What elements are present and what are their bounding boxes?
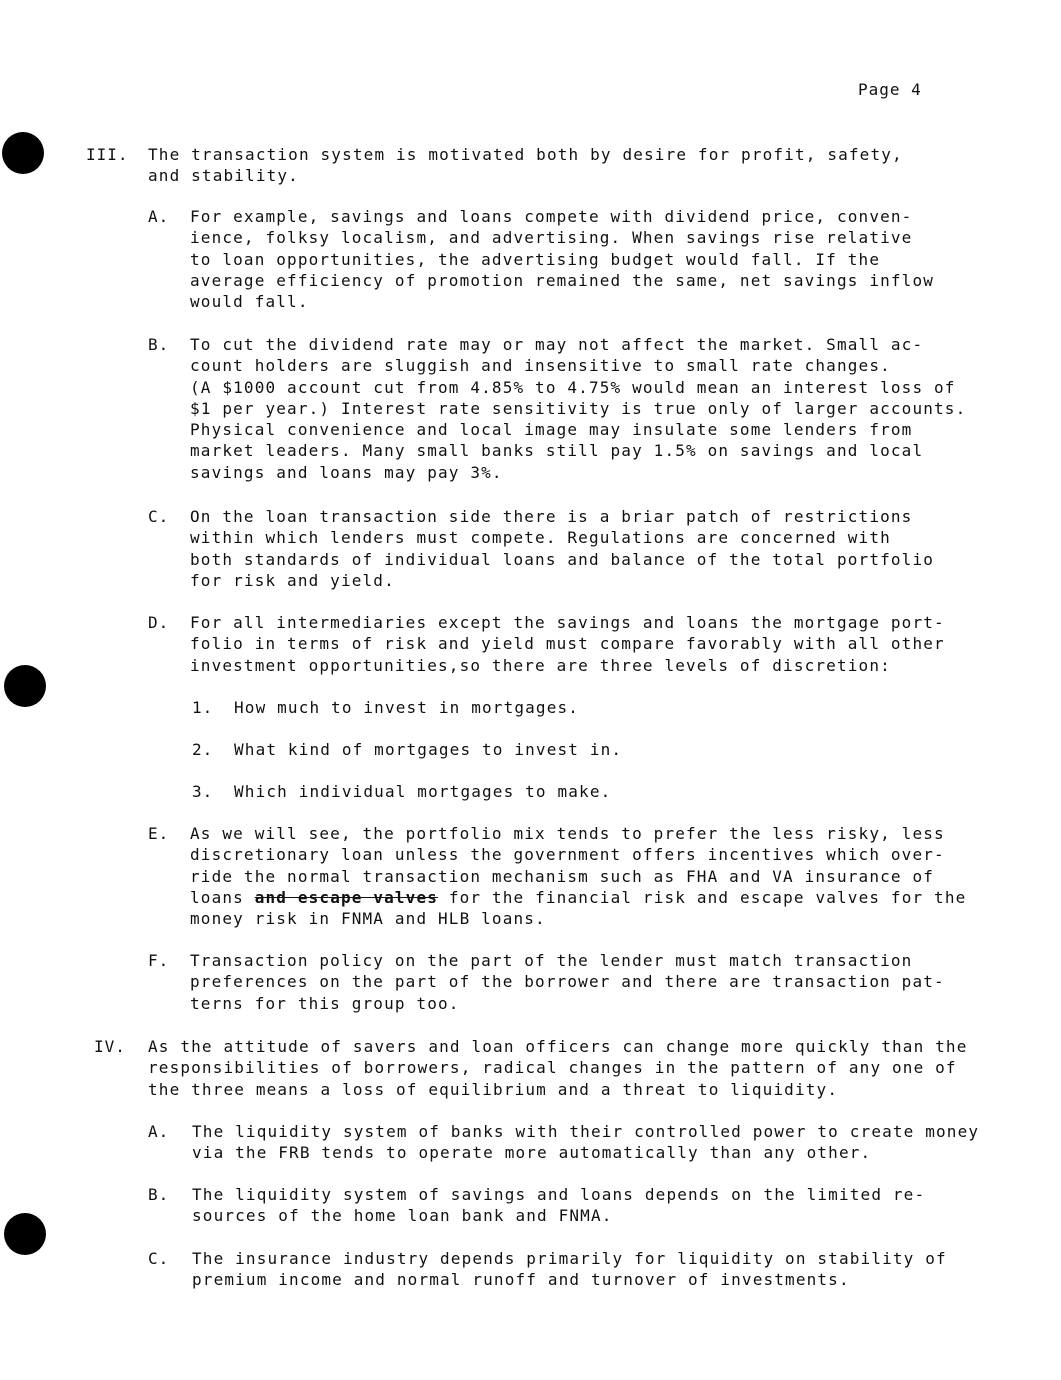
- text-line: folio in terms of risk and yield must compare favorably with all other: [190, 634, 945, 654]
- text-line: The liquidity system of savings and loans depends on the limited re-: [192, 1185, 926, 1204]
- text-line: As we will see, the portfolio mix tends to prefer the less risky, less: [190, 824, 945, 843]
- struck-out-text: and escape valves: [254, 887, 439, 907]
- text-line: responsibilities of borrowers, radical changes in the pattern of any one of: [148, 1058, 957, 1078]
- punch-hole-bottom: [4, 1213, 46, 1255]
- section-marker-iii: III.: [86, 145, 129, 164]
- text-line: To cut the dividend rate may or may not affect the market. Small ac-: [190, 335, 924, 354]
- text-line: For all intermediaries except the savings and loans the mortgage port-: [190, 613, 945, 632]
- subsection-marker-a: A.: [148, 207, 170, 226]
- text-line: sources of the home loan bank and FNMA.: [192, 1206, 613, 1226]
- text-line-with-strikeout: [190, 887, 966, 908]
- text-line: The transaction system is motivated both by desire for profit, safety,: [148, 145, 903, 164]
- text-line: via the FRB tends to operate more automatically than any other.: [192, 1143, 872, 1163]
- list-item-marker-3: 3.: [192, 782, 214, 801]
- subsection-marker-a: A.: [148, 1122, 170, 1141]
- list-item-2-text: What kind of mortgages to invest in.: [234, 740, 623, 759]
- text-line: and stability.: [148, 166, 299, 186]
- subsection-marker-c: C.: [148, 1249, 170, 1268]
- text-line: count holders are sluggish and insensitive to small rate changes.: [190, 356, 891, 376]
- text-line: ride the normal transaction mechanism such as FHA and VA insurance of: [190, 866, 935, 886]
- subsection-marker-c: C.: [148, 507, 170, 526]
- subsection-iii-d-text: [190, 612, 945, 676]
- line-prefix: loans: [190, 887, 244, 907]
- text-line: investment opportunities,so there are three levels of discretion:: [190, 655, 891, 675]
- text-line: Transaction policy on the part of the lender must match transaction: [190, 951, 913, 970]
- text-line: discretionary loan unless the government offers incentives which over-: [190, 845, 945, 865]
- text-line: market leaders. Many small banks still pay 1.5% on savings and local: [190, 441, 924, 461]
- page-number: Page 4: [858, 80, 922, 99]
- text-line: (A $1000 account cut from 4.85% to 4.75% would mean an interest loss of: [190, 377, 956, 397]
- text-line: $1 per year.) Interest rate sensitivity is true only of larger accounts.: [190, 398, 967, 418]
- text-line: As the attitude of savers and loan officers can change more quickly than the: [148, 1037, 968, 1056]
- text-line: savings and loans may pay 3%.: [190, 462, 503, 482]
- section-iv-text: [148, 1036, 968, 1100]
- subsection-iii-f-text: [190, 950, 945, 1014]
- subsection-marker-b: B.: [148, 335, 170, 354]
- text-line: for risk and yield.: [190, 570, 395, 590]
- text-line: average efficiency of promotion remained the same, net savings inflow: [190, 270, 935, 290]
- section-marker-iv: IV.: [94, 1037, 126, 1056]
- text-line: On the loan transaction side there is a briar patch of restrictions: [190, 507, 913, 526]
- subsection-marker-b: B.: [148, 1185, 170, 1204]
- text-line: money risk in FNMA and HLB loans.: [190, 909, 546, 929]
- text-line: both standards of individual loans and balance of the total portfolio: [190, 549, 935, 569]
- text-line: preferences on the part of the borrower and there are transaction pat-: [190, 972, 945, 992]
- text-line: would fall.: [190, 292, 309, 312]
- subsection-marker-f: F.: [148, 951, 170, 970]
- text-line: ience, folksy localism, and advertising. When savings rise relative: [190, 228, 913, 248]
- text-line: within which lenders must compete. Regulations are concerned with: [190, 528, 891, 548]
- line-remainder: for the financial risk and escape valves for the: [448, 887, 967, 907]
- section-iii-text: [148, 144, 903, 187]
- subsection-iii-e-text: [190, 823, 966, 929]
- list-item-3-text: Which individual mortgages to make.: [234, 782, 612, 801]
- text-line: The liquidity system of banks with their controlled power to create money: [192, 1122, 980, 1141]
- text-line: Physical convenience and local image may insulate some lenders from: [190, 420, 913, 440]
- list-item-1-text: How much to invest in mortgages.: [234, 698, 580, 717]
- subsection-iv-b-text: [192, 1184, 925, 1227]
- punch-hole-middle: [4, 665, 46, 707]
- subsection-marker-d: D.: [148, 613, 170, 632]
- text-line: The insurance industry depends primarily for liquidity on stability of: [192, 1249, 947, 1268]
- subsection-iv-c-text: [192, 1248, 947, 1291]
- subsection-iii-c-text: [190, 506, 934, 591]
- list-item-marker-1: 1.: [192, 698, 214, 717]
- text-line: premium income and normal runoff and turnover of investments.: [192, 1270, 850, 1290]
- list-item-marker-2: 2.: [192, 740, 214, 759]
- punch-hole-top: [2, 132, 44, 174]
- subsection-marker-e: E.: [148, 824, 170, 843]
- subsection-iv-a-text: [192, 1121, 979, 1164]
- subsection-iii-a-text: [190, 206, 934, 312]
- text-line: to loan opportunities, the advertising budget would fall. If the: [190, 249, 881, 269]
- subsection-iii-b-text: [190, 334, 966, 483]
- text-line: For example, savings and loans compete with dividend price, conven-: [190, 207, 913, 226]
- text-line: the three means a loss of equilibrium and a threat to liquidity.: [148, 1079, 839, 1099]
- text-line: terns for this group too.: [190, 993, 460, 1013]
